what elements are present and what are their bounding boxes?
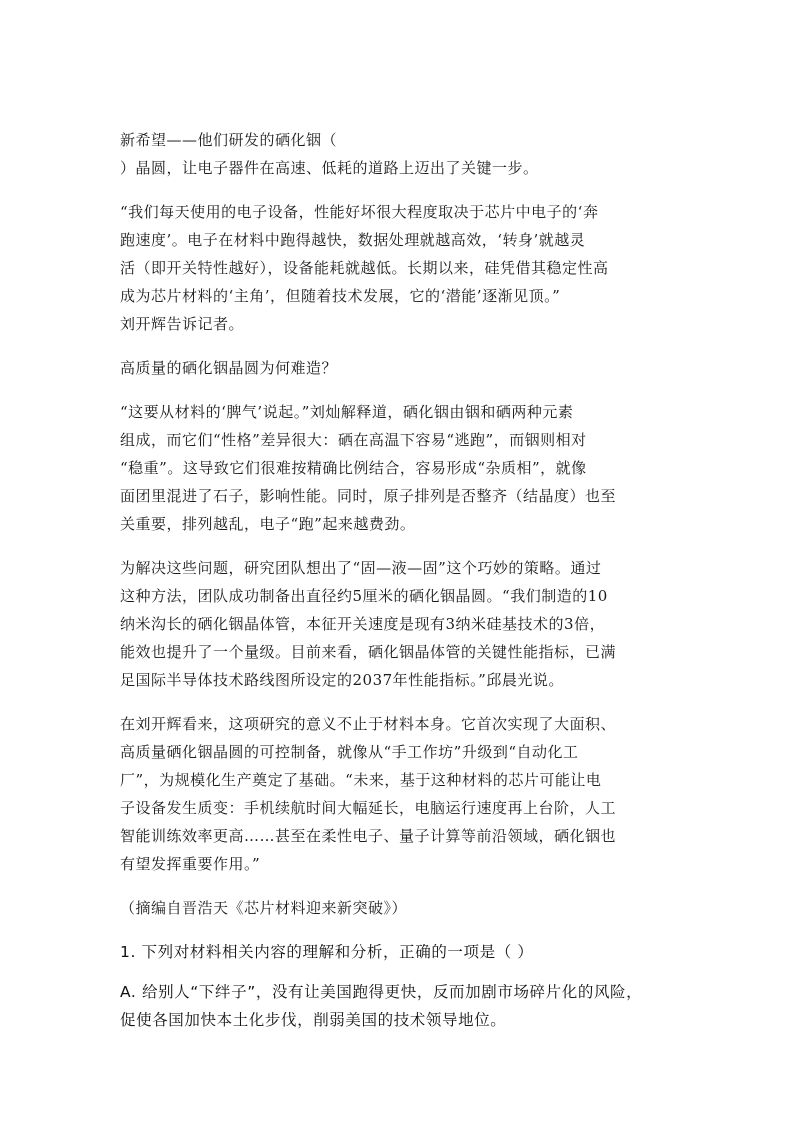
text-line: 在刘开辉看来，这项研究的意义不止于材料本身。它首次实现了大面积、 [120,715,617,733]
text-line: 关重要，排列越乱，电子“跑”起来越费劲。 [120,515,416,533]
text-line: 子设备发生质变：手机续航时间大幅延长，电脑运行速度再上台阶，人工 [120,799,617,817]
text-line: 这种方法，团队成功制备出直径约5厘米的硒化铟晶圆。“我们制造的10 [120,587,608,605]
text-line: 高质量的硒化铟晶圆为何难造？ [120,359,338,377]
paragraph-solution-strategy [120,554,680,694]
text-line: 面团里混进了石子，影响性能。同时，原子排列是否整齐（结晶度）也至 [120,487,617,505]
text-line: “稳重”。这导致它们很难按精确比例结合，容易形成“杂质相”，就像 [120,459,587,477]
article-body [120,126,680,1034]
text-line: “我们每天使用的电子设备，性能好坏很大程度取决于芯片中电子的‘奔 [120,203,599,221]
source-text: （摘编自晋浩天《芯片材料迎来新突破》） [120,899,408,917]
text-line: 足国际半导体技术路线图所设定的2037年性能指标。”邱晨光说。 [120,671,564,689]
text-line: 智能训练效率更高……甚至在柔性电子、量子计算等前沿领域，硒化铟也 [120,827,617,845]
text-line: 高质量硒化铟晶圆的可控制备，就像从“手工作坊”升级到“自动化工 [120,743,579,761]
question-stem-text: 1. 下列对材料相关内容的理解和分析，正确的一项是（ ） [120,943,534,961]
text-line: 活（即开关特性越好），设备能耗就越低。长期以来，硅凭借其稳定性高 [120,259,609,277]
paragraph-quote-liu-can [120,398,680,538]
text-line: “这要从材料的‘脾气’说起。”刘灿解释道，硒化铟由铟和硒两种元素 [120,403,574,421]
text-line: 为解决这些问题，研究团队想出了“固—液—固”这个巧妙的策略。通过 [120,559,602,577]
text-line: ）晶圆，让电子器件在高速、低耗的道路上迈出了关键一步。 [120,159,539,177]
paragraph-significance [120,710,680,878]
text-line: 跑速度’。电子在材料中跑得越快，数据处理就越高效，‘转身’就越灵 [120,231,586,249]
text-line: 刘开辉告诉记者。 [120,315,245,333]
paragraph-quote-liu-kaihui [120,198,680,338]
question-stem [120,938,680,966]
paragraph-subheading-question [120,354,680,382]
paragraph-intro-fragment [120,126,680,182]
option-a-line: 促使各国加快本土化步伐，削弱美国的技术领导地位。 [120,1011,507,1029]
answer-option-a [120,978,680,1034]
text-line: 成为芯片材料的‘主角’，但随着技术发展，它的‘潜能’逐渐见顶。” [120,287,561,305]
text-line: 厂”，为规模化生产奠定了基础。“未来，基于这种材料的芯片可能让电 [120,771,602,789]
text-line: 新希望——他们研发的硒化铟（ [120,131,338,149]
text-line: 组成，而它们“性格”差异很大：硒在高温下容易“逃跑”，而铟则相对 [120,431,587,449]
text-line: 有望发挥重要作用。” [120,855,261,873]
source-citation [120,894,680,922]
option-a-line: A. 给别人“下绊子”，没有让美国跑得更快，反而加剧市场碎片化的风险， [120,983,643,1001]
text-line: 纳米沟长的硒化铟晶体管，本征开关速度是现有3纳米硅基技术的3倍， [120,615,606,633]
text-line: 能效也提升了一个量级。目前来看，硒化铟晶体管的关键性能指标，已满 [120,643,617,661]
